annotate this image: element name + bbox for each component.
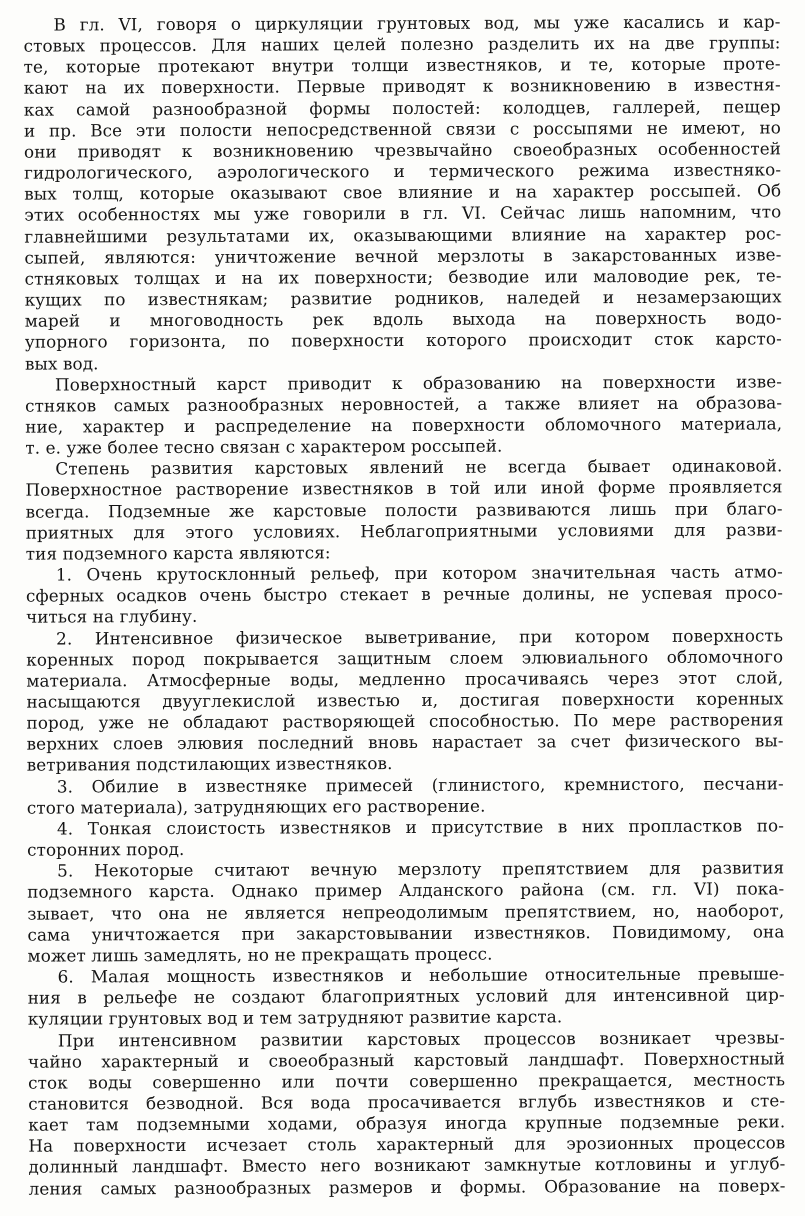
text-line: сторонних пород. bbox=[27, 839, 185, 860]
text-line: т. е. уже более тесно связан с характером россыпей. bbox=[25, 435, 503, 458]
text-line: сферных осадков очень быстро стекает в речные долины, не успевая просо- bbox=[25, 582, 783, 606]
text-line: При интенсивном развитии карстовых процессов возникает чрезвы- bbox=[57, 1026, 785, 1051]
paragraph bbox=[27, 773, 784, 819]
text-line: верхних слоев элювия последний вновь нарастает за счет физического вы- bbox=[26, 730, 784, 754]
text-line: упорного горизонта, по поверхности которого происходит сток карсто- bbox=[24, 328, 782, 352]
text-line: кает там подземными ходами, образуя иногда крупные подземные реки. bbox=[28, 1111, 786, 1135]
text-line: стовых процессов. Для наших целей полезно разделить их на две группы: bbox=[23, 32, 781, 56]
text-line: Степень развития карстовых явлений не всегда бывает одинаковой. bbox=[55, 455, 783, 479]
paragraph bbox=[27, 858, 784, 967]
text-line: подземного карста. Однако пример Алданского района (см. гл. VI) пока- bbox=[27, 878, 785, 903]
text-line: тия подземного карста являются: bbox=[25, 542, 331, 564]
text-line: пород, уже не обладают растворяющей способностью. По мере растворения bbox=[26, 709, 784, 733]
text-line: Поверхностный карст приводит к образованию на поверхности изве- bbox=[54, 371, 783, 395]
text-line: сама уничтожается при закарстовывании известняков. Повидимому, она bbox=[27, 921, 785, 945]
paragraph bbox=[27, 815, 784, 861]
text-line: насыщаются двууглекислой известью и, достигая поверхности коренных bbox=[26, 688, 784, 712]
paragraph bbox=[25, 456, 782, 565]
text-line: ветривания подстилающих известняков. bbox=[26, 753, 393, 776]
paragraph bbox=[23, 11, 782, 374]
text-line: вых толщ, которые оказывают свое влияние и на характер россыпей. Об bbox=[24, 180, 782, 204]
text-line: зывает, что она не является непреодолимым препятствием, но, наоборот, bbox=[27, 899, 785, 924]
text-line: 2. Интенсивное физическое выветривание, при котором поверхность bbox=[56, 624, 784, 649]
text-line: долинный ландшафт. Вместо него возникают замкнутые котловины и углуб- bbox=[28, 1153, 786, 1178]
text-line: стняковых толщах и на их поверхности; безводие или маловодие рек, те- bbox=[24, 265, 782, 289]
text-line: марей и многоводность рек вдоль выхода на поверхность водо- bbox=[24, 307, 782, 331]
text-line: приятных для этого условиях. Неблагоприятными условиями для разви- bbox=[25, 519, 783, 543]
text-line: читься на глубину. bbox=[26, 606, 198, 628]
paragraph bbox=[28, 1027, 786, 1200]
text-line: может лишь замедлять, но не прекращать процесс. bbox=[27, 943, 493, 966]
text-line: 4. Тонкая слоистость известняков и присутствие в них пропластков по- bbox=[56, 815, 785, 839]
text-line: стого материала), затрудняющих его растворение. bbox=[26, 795, 486, 818]
text-line: материала. Атмосферные воды, медленно просачиваясь через этот слой, bbox=[26, 667, 784, 691]
text-line: стняков самых разнообразных неровностей, а также влияет на образова- bbox=[25, 392, 783, 416]
paragraph bbox=[28, 963, 785, 1030]
text-line: 3. Обилие в известняке примесей (глинистого, кремнистого, песчани- bbox=[56, 772, 784, 797]
text-line: те, которые протекают внутри толщи известняков, и те, которые проте- bbox=[23, 53, 781, 77]
paragraph bbox=[25, 371, 782, 459]
text-line: кают на их поверхности. Первые приводят к возникновению в известня- bbox=[23, 74, 781, 99]
text-line: ках самой разнообразной формы полостей: колодцев, галлерей, пещер bbox=[23, 95, 781, 120]
text-line: главнейшими результатами их, оказывающими влияние на характер рос- bbox=[24, 222, 782, 247]
text-line: ления самых разнообразных размеров и формы. Образование на поверх- bbox=[28, 1174, 786, 1199]
text-line: становится безводной. Вся вода просачивается вглубь известняков и сте- bbox=[28, 1090, 786, 1114]
text-line: 1. Очень крутосклонный рельеф, при котором значительная часть атмо- bbox=[55, 561, 783, 585]
text-line: кущих по известнякам; развитие родников, наледей и незамерзающих bbox=[24, 286, 782, 310]
text-line: и пр. Все эти полости непосредственной связи с россыпями не имеют, но bbox=[23, 117, 781, 141]
text-line: сток воды совершенно или почти совершенно прекращается, местность bbox=[28, 1069, 786, 1093]
text-line: 5. Некоторые считают вечную мерзлоту препятствием для развития bbox=[57, 857, 785, 881]
text-line: На поверхности исчезает столь характерный для эрозионных процессов bbox=[28, 1132, 786, 1156]
text-line: куляции грунтовых вод и тем затрудняют развитие карста. bbox=[27, 1006, 563, 1029]
text-line: коренных пород покрывается защитным слоем элювиального обломочного bbox=[26, 646, 784, 670]
text-line: они приводят к возникновению чрезвычайно своеобразных особенностей bbox=[23, 138, 782, 162]
text-line: 6. Малая мощность известняков и небольшие относительные превыше- bbox=[57, 963, 785, 987]
text-line: вых вод. bbox=[24, 352, 99, 374]
text-line: гидрологического, аэрологического и термического режима известняко- bbox=[24, 159, 782, 183]
text-line: чайно характерный и своеобразный карстовый ландшафт. Поверхностный bbox=[27, 1048, 786, 1072]
paragraph bbox=[26, 561, 783, 628]
text-line: этих особенностях мы уже говорили в гл. VI. Сейчас лишь напомним, что bbox=[24, 201, 782, 226]
paragraph bbox=[26, 625, 784, 776]
text-line: ния в рельефе не создают благоприятных условий для интенсивной цир- bbox=[27, 984, 785, 1008]
text-line: ние, характер и распределение на поверхности обломочного материала, bbox=[25, 413, 783, 437]
text-line: Поверхностное растворение известняков в той или иной форме проявляется bbox=[25, 476, 783, 501]
text-line: В гл. VI, говоря о циркуляции грунтовых вод, мы уже касались и кар- bbox=[53, 11, 781, 35]
body-text bbox=[23, 11, 785, 1199]
text-line: сыпей, являются: уничтожение вечной мерзлоты в закарстованных изве- bbox=[24, 244, 782, 268]
text-line: всегда. Подземные же карстовые полости развиваются лишь при благо- bbox=[25, 497, 783, 522]
